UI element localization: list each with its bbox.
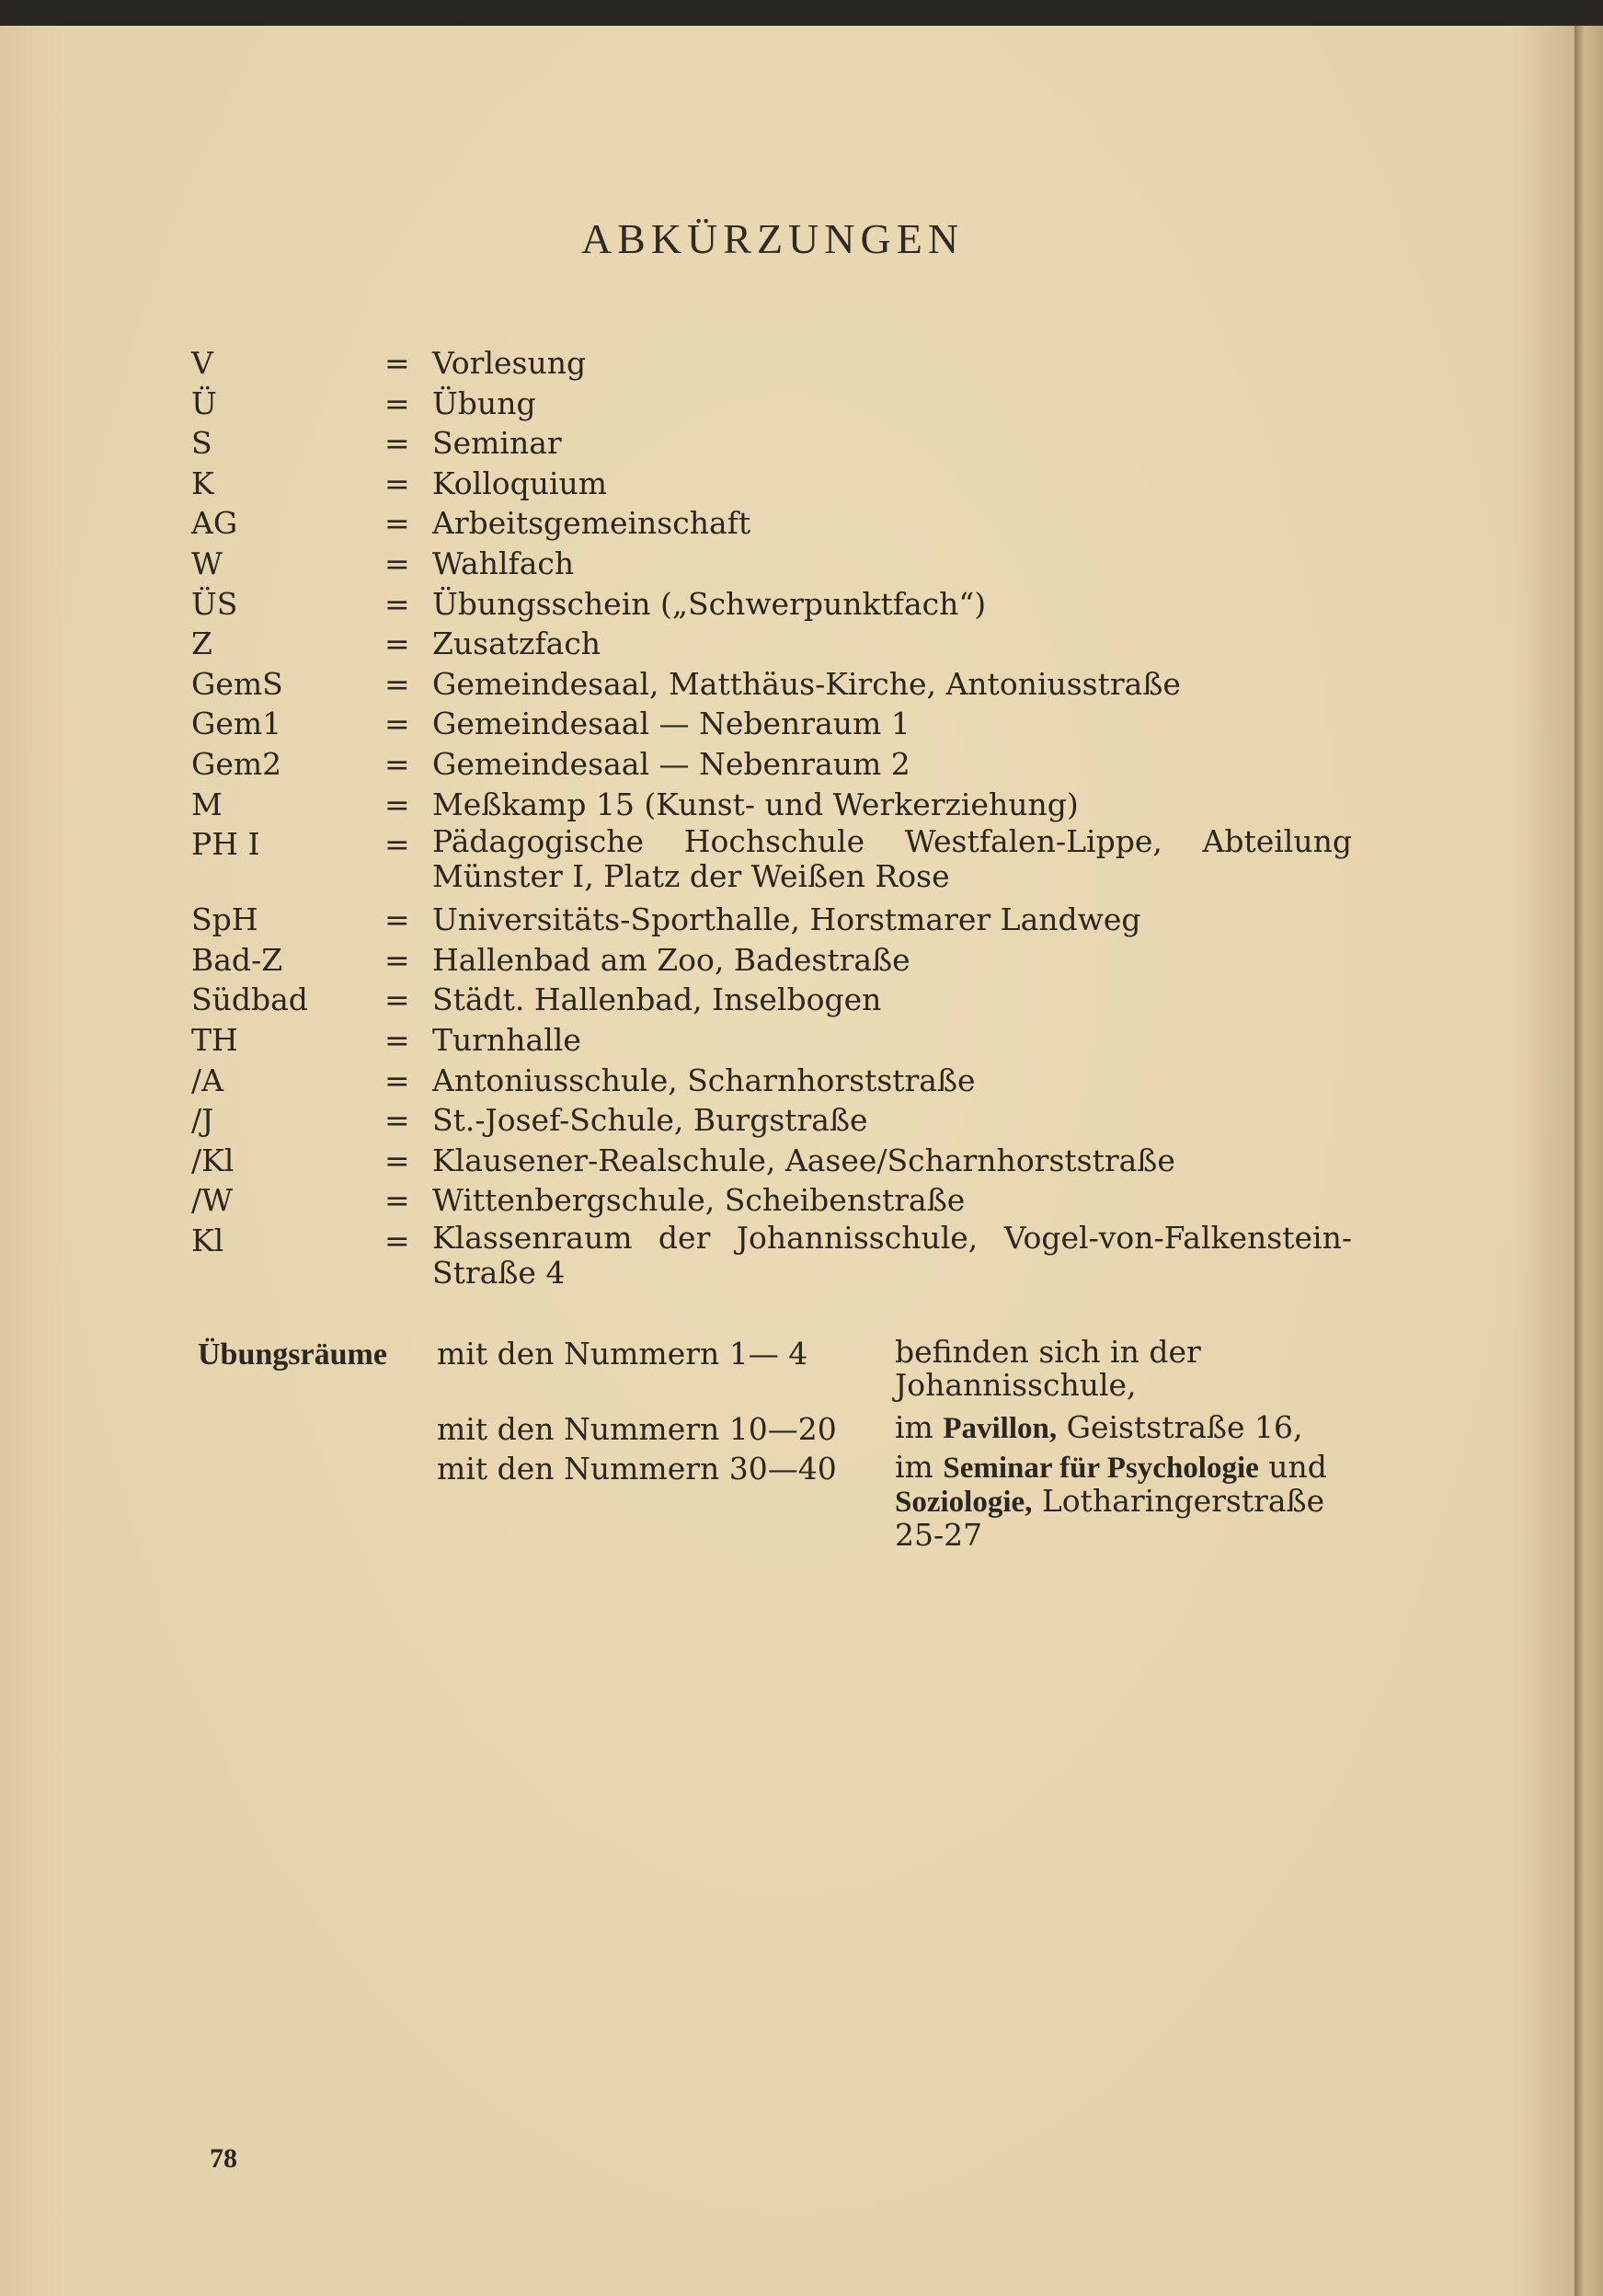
definition: Städt. Hallenbad, Inselbogen bbox=[432, 982, 882, 1018]
definition: Gemeindesaal — Nebenraum 2 bbox=[432, 745, 910, 782]
abbreviation: V bbox=[191, 345, 213, 381]
equals-sign: = bbox=[384, 1102, 410, 1139]
abbreviation: PH I bbox=[191, 826, 260, 863]
room-row bbox=[437, 1451, 1393, 1552]
equals-sign: = bbox=[384, 1222, 410, 1258]
abbreviation-row bbox=[191, 423, 1387, 464]
abbreviation-row bbox=[191, 980, 1387, 1020]
definition: Kolloquium bbox=[432, 465, 608, 501]
room-location bbox=[895, 1336, 1373, 1402]
room-number-range: mit den Nummern 10—20 bbox=[437, 1411, 837, 1447]
equals-sign: = bbox=[384, 826, 410, 863]
definition: Wahlfach bbox=[432, 545, 575, 581]
room-location-text: befinden sich in der Johannisschule, bbox=[895, 1334, 1201, 1403]
definition: Meßkamp 15 (Kunst- und Werkerziehung) bbox=[432, 786, 1079, 822]
definition: Universitäts-Sporthalle, Horstmarer Landweg bbox=[432, 901, 1141, 938]
abbreviation-row bbox=[191, 343, 1387, 384]
abbreviation: Gem2 bbox=[191, 745, 282, 782]
equals-sign: = bbox=[384, 545, 410, 581]
equals-sign: = bbox=[384, 745, 410, 782]
room-number-range: mit den Nummern 1— 4 bbox=[437, 1336, 808, 1372]
definition: Antoniusschule, Scharnhorststraße bbox=[432, 1062, 976, 1098]
definition: St.-Josef-Schule, Burgstraße bbox=[432, 1102, 868, 1139]
abbreviation-row bbox=[191, 704, 1387, 744]
equals-sign: = bbox=[384, 665, 410, 702]
equals-sign: = bbox=[384, 901, 410, 938]
abbreviation-row bbox=[191, 1141, 1387, 1181]
abbreviation: /A bbox=[191, 1062, 223, 1098]
room-location-text: und bbox=[1258, 1449, 1327, 1485]
abbreviation-row bbox=[191, 900, 1387, 940]
room-location-bold: Seminar für Psychologie bbox=[943, 1452, 1259, 1485]
definition: Arbeitsgemeinschaft bbox=[432, 505, 751, 542]
equals-sign: = bbox=[384, 982, 410, 1018]
room-number-range: mit den Nummern 30—40 bbox=[437, 1451, 837, 1487]
definition: Vorlesung bbox=[432, 345, 587, 381]
abbreviation-row bbox=[191, 1180, 1387, 1221]
definition: Übung bbox=[432, 385, 536, 421]
abbreviation: ÜS bbox=[191, 585, 238, 622]
abbreviation-row bbox=[191, 1100, 1387, 1141]
abbreviation: GemS bbox=[191, 665, 283, 702]
equals-sign: = bbox=[384, 1062, 410, 1098]
definition: Gemeindesaal, Matthäus-Kirche, Antoniusstraße bbox=[432, 665, 1181, 702]
abbreviation-row bbox=[191, 1221, 1387, 1291]
room-location bbox=[895, 1451, 1373, 1552]
abbreviation-row bbox=[191, 544, 1387, 584]
abbreviation-row bbox=[191, 503, 1387, 544]
abbreviation: K bbox=[191, 465, 214, 501]
room-row bbox=[437, 1336, 1393, 1402]
room-location-text: Geiststraße 16, bbox=[1057, 1409, 1303, 1445]
room-location-text: im bbox=[895, 1449, 944, 1485]
room-location bbox=[895, 1411, 1373, 1447]
abbreviation-row bbox=[191, 824, 1387, 894]
abbreviation-list bbox=[191, 343, 1387, 1296]
abbreviation: W bbox=[191, 545, 223, 581]
definition: Gemeindesaal — Nebenraum 1 bbox=[432, 706, 910, 742]
abbreviation: S bbox=[191, 425, 212, 462]
abbreviation: /W bbox=[191, 1182, 234, 1219]
abbreviation-row bbox=[191, 384, 1387, 424]
definition: Klassenraum der Johannisschule, Vogel-von-Falkenstein-Straße 4 bbox=[432, 1219, 1352, 1291]
definition: Turnhalle bbox=[432, 1021, 581, 1058]
definition: Wittenbergschule, Scheibenstraße bbox=[432, 1182, 966, 1219]
abbreviation: Z bbox=[191, 626, 212, 662]
abbreviation-row bbox=[191, 464, 1387, 504]
abbreviation: Bad-Z bbox=[191, 941, 283, 978]
abbreviation-row bbox=[191, 785, 1387, 825]
definition: Seminar bbox=[432, 425, 562, 462]
room-location-text: im bbox=[895, 1409, 944, 1445]
rooms-label: Übungsräume bbox=[198, 1337, 387, 1372]
room-location-text: Lotharingerstraße 25-27 bbox=[895, 1483, 1325, 1553]
abbreviation-row bbox=[191, 744, 1387, 785]
equals-sign: = bbox=[384, 1142, 410, 1178]
abbreviation: /J bbox=[191, 1102, 214, 1139]
abbreviation-row bbox=[191, 940, 1387, 981]
definition: Pädagogische Hochschule Westfalen-Lippe, Abteilung Münster I, Platz der Weißen Rose bbox=[432, 823, 1352, 895]
page-title: ABKÜRZUNGEN bbox=[580, 215, 965, 262]
abbreviation: Kl bbox=[191, 1222, 224, 1258]
equals-sign: = bbox=[384, 585, 410, 622]
definition: Hallenbad am Zoo, Badestraße bbox=[432, 941, 910, 978]
abbreviation: Gem1 bbox=[191, 706, 282, 742]
abbreviation-row bbox=[191, 1020, 1387, 1061]
room-location-bold: Pavillon, bbox=[943, 1412, 1058, 1445]
room-row bbox=[437, 1411, 1393, 1447]
document-page bbox=[0, 26, 1574, 2296]
definition: Übungsschein („Schwerpunktfach“) bbox=[432, 585, 987, 622]
equals-sign: = bbox=[384, 345, 410, 381]
abbreviation-row bbox=[191, 1061, 1387, 1101]
abbreviation: AG bbox=[191, 505, 238, 542]
equals-sign: = bbox=[384, 941, 410, 978]
abbreviation: TH bbox=[191, 1021, 238, 1058]
equals-sign: = bbox=[384, 706, 410, 742]
definition: Klausener-Realschule, Aasee/Scharnhorststraße bbox=[432, 1142, 1175, 1178]
abbreviation-row bbox=[191, 584, 1387, 625]
room-location-bold: Soziologie, bbox=[895, 1486, 1033, 1519]
abbreviation: SpH bbox=[191, 901, 258, 938]
equals-sign: = bbox=[384, 465, 410, 501]
equals-sign: = bbox=[384, 1021, 410, 1058]
equals-sign: = bbox=[384, 786, 410, 822]
equals-sign: = bbox=[384, 626, 410, 662]
abbreviation-row bbox=[191, 624, 1387, 664]
page-edge bbox=[1574, 26, 1603, 2296]
definition: Zusatzfach bbox=[432, 626, 601, 662]
equals-sign: = bbox=[384, 385, 410, 421]
equals-sign: = bbox=[384, 425, 410, 462]
abbreviation: Ü bbox=[191, 385, 217, 421]
page-number: 78 bbox=[210, 2143, 237, 2174]
abbreviation: M bbox=[191, 786, 223, 822]
abbreviation: Südbad bbox=[191, 982, 308, 1018]
abbreviation-row bbox=[191, 664, 1387, 705]
equals-sign: = bbox=[384, 505, 410, 542]
equals-sign: = bbox=[384, 1182, 410, 1219]
abbreviation: /Kl bbox=[191, 1142, 235, 1178]
